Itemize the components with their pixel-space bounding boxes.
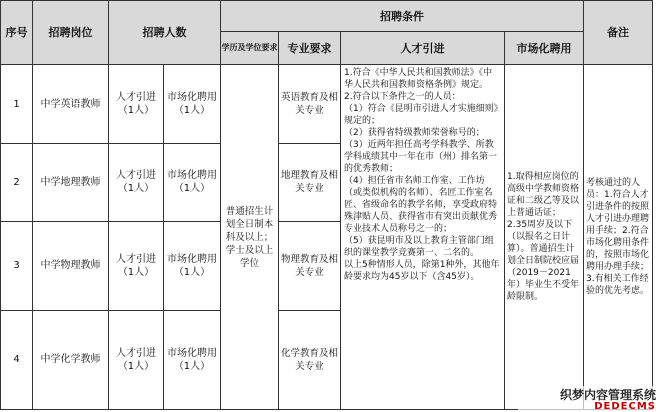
talent-line: （4）担任省市名师工作室、工作坊（或类似机构的名师）、名匠工作室名匠、省级命名的教学名师，享受政府特殊津贴人员、获得省市有突出贡献优秀专业技术人员称号之一的； [344, 176, 498, 235]
row-market-count: 市场化聘用（1人） [164, 310, 221, 409]
row-talent-count: 人才引进（1人） [109, 65, 164, 144]
header-seq: 序号 [1, 1, 33, 65]
header-position: 招聘岗位 [33, 1, 109, 65]
row-talent-count: 人才引进（1人） [109, 144, 164, 221]
watermark-logo [518, 386, 658, 412]
row-position: 中学物理教师 [33, 221, 109, 310]
talent-requirements [341, 65, 505, 410]
header-talent: 人才引进 [341, 32, 505, 65]
row-talent-count: 人才引进（1人） [109, 310, 164, 409]
row-seq: 2 [1, 144, 33, 221]
row-position: 中学化学教师 [33, 310, 109, 409]
header-market: 市场化聘用 [505, 32, 584, 65]
talent-line: （3）近两年担任高考学科教学、所教学科成绩其中一年在市（州）排名第一的优秀教师； [344, 140, 498, 175]
row-market-count: 市场化聘用（1人） [164, 144, 221, 221]
row-major: 化学教育及相关专业 [279, 310, 341, 409]
header-conditions: 招聘条件 [221, 1, 584, 32]
row-seq: 4 [1, 310, 33, 409]
header-education: 学历及学位要求 [221, 32, 279, 65]
row-market-count: 市场化聘用（1人） [164, 221, 221, 310]
market-requirements: 1.取得相应岗位的高级中学教师资格证和二级乙等及以上普通话证；2.35周岁及以下（以报名之日计算）。普通招生计划全日制院校应届（2019－2021年）毕业生不受年龄限制。 [505, 65, 584, 410]
table-row [1, 65, 653, 144]
row-seq: 3 [1, 221, 33, 310]
talent-line: 以上5种情形人员，除第1种外，其他年龄要求均为45岁以下（含45岁）。 [344, 260, 500, 283]
row-major: 地理教育及相关专业 [279, 144, 341, 221]
talent-line: 2.符合以下条件之一的人员： [344, 92, 461, 103]
talent-line: （2）获得省特级教师荣誉称号的； [344, 128, 485, 139]
watermark-brand: DEDECMS [594, 401, 656, 412]
row-market-count: 市场化聘用（1人） [164, 65, 221, 144]
remarks-text: 考核通过的人员：1.符合人才引进条件的按照人才引进办理聘用手续；2.符合市场化聘用条件的，按照市场化聘用办理手续；3.有相关工作经验的优先考虑。 [584, 65, 653, 410]
header-major: 专业要求 [279, 32, 341, 65]
talent-line: 1.符合《中华人民共和国教师法》《中华人民共和国教师资格条例》规定。 [344, 68, 493, 91]
row-major: 物理教育及相关专业 [279, 221, 341, 310]
header-remarks: 备注 [584, 1, 653, 65]
row-major: 英语教育及相关专业 [279, 65, 341, 144]
row-seq: 1 [1, 65, 33, 144]
education-requirement: 普通招生计划全日制本科及以上；学士及以上学位 [221, 65, 279, 410]
watermark-title: 织梦内容管理系统 [559, 388, 656, 402]
row-position: 中学地理教师 [33, 144, 109, 221]
row-position: 中学英语教师 [33, 65, 109, 144]
talent-line: （5）获昆明市及以上教育主管部门组织的课堂教学竞赛第一、二名的。 [344, 236, 494, 259]
row-talent-count: 人才引进（1人） [109, 221, 164, 310]
header-headcount: 招聘人数 [109, 1, 221, 65]
talent-line: （1）符合《昆明市引进人才实施细则》规定的； [344, 104, 499, 127]
